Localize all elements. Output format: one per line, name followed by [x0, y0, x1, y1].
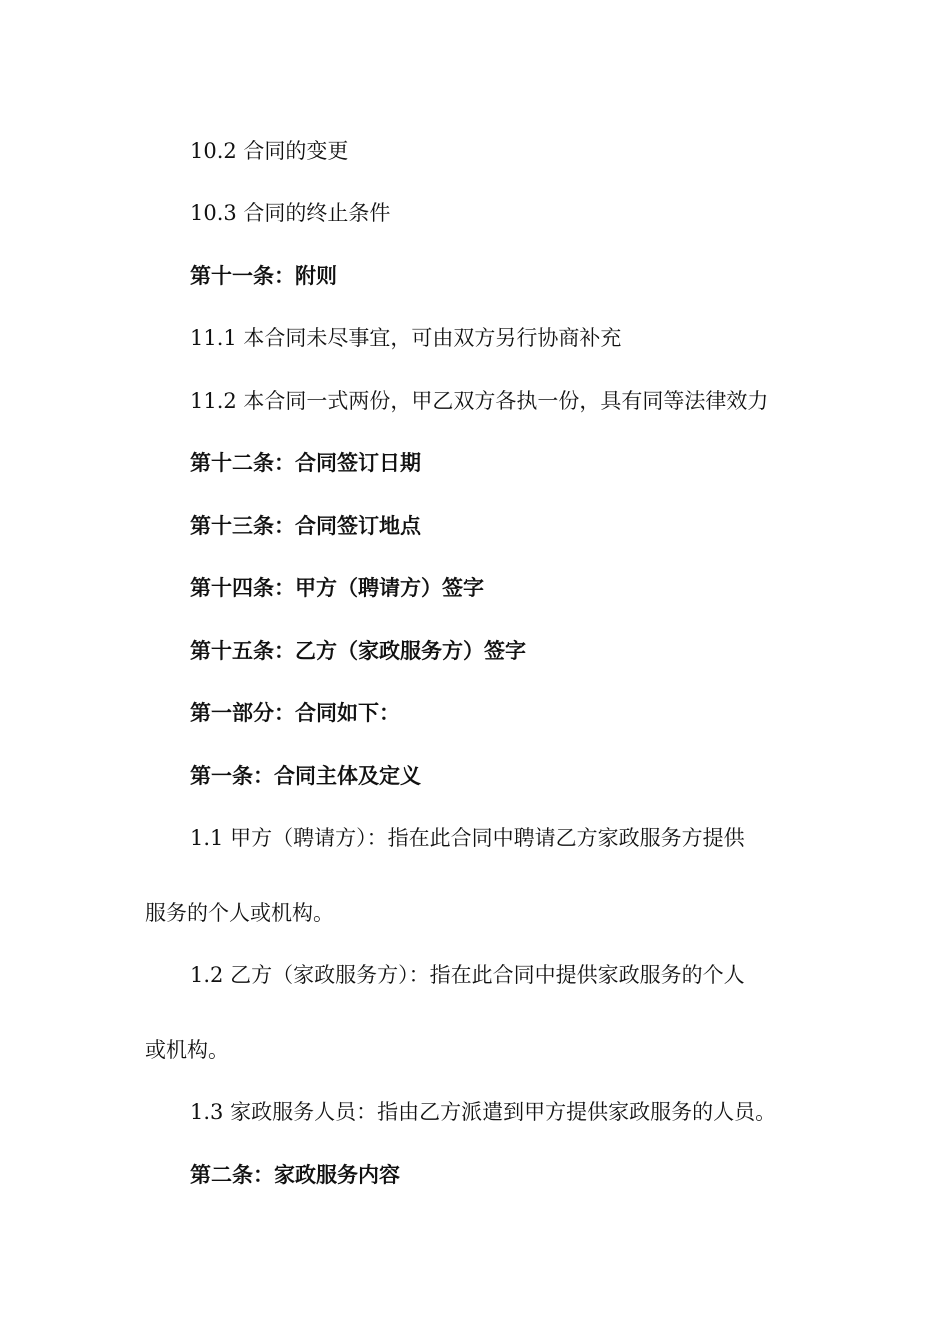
clause-1-1-continued: 服务的个人或机构。: [145, 901, 334, 925]
article-2-heading: 第二条：家政服务内容: [190, 1163, 400, 1187]
article-11-heading: 第十一条：附则: [190, 264, 337, 288]
article-13-heading: 第十三条：合同签订地点: [190, 514, 421, 538]
article-1-heading: 第一条：合同主体及定义: [190, 764, 421, 788]
clause-1-2: 1.2 乙方（家政服务方）：指在此合同中提供家政服务的个人: [190, 963, 745, 987]
clause-10-3: 10.3 合同的终止条件: [190, 201, 391, 225]
clause-11-1: 11.1 本合同未尽事宜，可由双方另行协商补充: [190, 326, 622, 350]
part-1-heading: 第一部分：合同如下：: [190, 701, 400, 725]
clause-10-2: 10.2 合同的变更: [190, 139, 349, 163]
clause-11-2: 11.2 本合同一式两份，甲乙双方各执一份，具有同等法律效力: [190, 389, 769, 413]
article-12-heading: 第十二条：合同签订日期: [190, 451, 421, 475]
clause-1-2-continued: 或机构。: [145, 1038, 229, 1062]
article-15-heading: 第十五条：乙方（家政服务方）签字: [190, 639, 526, 663]
article-14-heading: 第十四条：甲方（聘请方）签字: [190, 576, 484, 600]
clause-1-1: 1.1 甲方（聘请方）：指在此合同中聘请乙方家政服务方提供: [190, 826, 745, 850]
clause-1-3: 1.3 家政服务人员：指由乙方派遣到甲方提供家政服务的人员。: [190, 1100, 777, 1124]
